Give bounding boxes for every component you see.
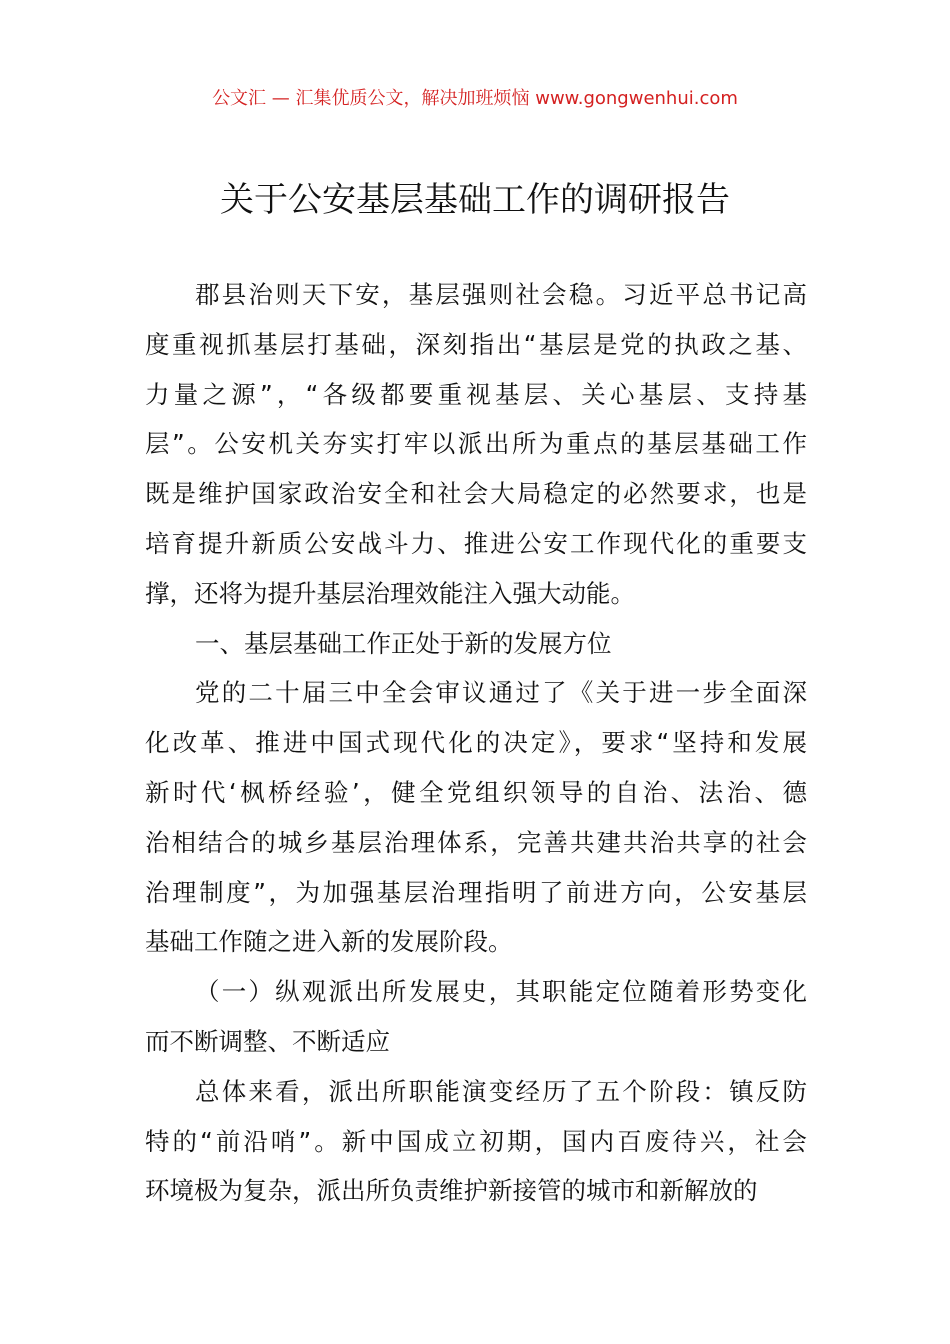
text-line: 特的“前沿哨”。新中国成立初期，国内百废待兴，社会: [145, 1126, 807, 1156]
text-line: 培育提升新质公安战斗力、推进公安工作现代化的重要支: [145, 528, 807, 558]
paragraph: [145, 1067, 807, 1216]
text-line: 总体来看，派出所职能演变经历了五个阶段：镇反防: [195, 1076, 807, 1106]
text-line: 新时代‘枫桥经验’，健全党组织领导的自治、法治、德: [145, 777, 807, 807]
text-line: 郡县治则天下安，基层强则社会稳。习近平总书记高: [195, 280, 807, 309]
text-line: 层”。公安机关夯实打牢以派出所为重点的基层基础工作: [145, 429, 807, 459]
text-line: 力量之源”，“各级都要重视基层、关心基层、支持基: [145, 379, 807, 409]
text-line: 基础工作随之进入新的发展阶段。: [145, 927, 513, 957]
text-line: 党的二十届三中全会审议通过了《关于进一步全面深: [195, 678, 807, 708]
text-line: （一）纵观派出所发展史，其职能定位随着形势变化: [195, 977, 807, 1007]
watermark-header: 公文汇 — 汇集优质公文，解决加班烦恼 www.gongwenhui.com: [212, 88, 738, 109]
paragraph: [145, 270, 807, 619]
paragraph: [145, 619, 807, 669]
text-line: 一、基层基础工作正处于新的发展方位: [195, 628, 612, 658]
document-body: [145, 270, 807, 1216]
paragraph: [145, 967, 807, 1067]
text-line: 度重视抓基层打基础，深刻指出“基层是党的执政之基、: [145, 329, 807, 359]
text-line: 既是维护国家政治安全和社会大局稳定的必然要求，也是: [145, 479, 807, 509]
text-line: 环境极为复杂，派出所负责维护新接管的城市和新解放的: [145, 1176, 758, 1206]
text-line: 治相结合的城乡基层治理体系，完善共建共治共享的社会: [145, 827, 807, 857]
document-title: 关于公安基层基础工作的调研报告: [220, 180, 730, 220]
text-line: 而不断调整、不断适应: [145, 1026, 390, 1056]
text-line: 治理制度”，为加强基层治理指明了前进方向，公安基层: [145, 877, 807, 907]
text-line: 撑，还将为提升基层治理效能注入强大动能。: [145, 578, 635, 608]
paragraph: [145, 668, 807, 967]
text-line: 化改革、推进中国式现代化的决定》，要求“坚持和发展: [145, 728, 807, 758]
